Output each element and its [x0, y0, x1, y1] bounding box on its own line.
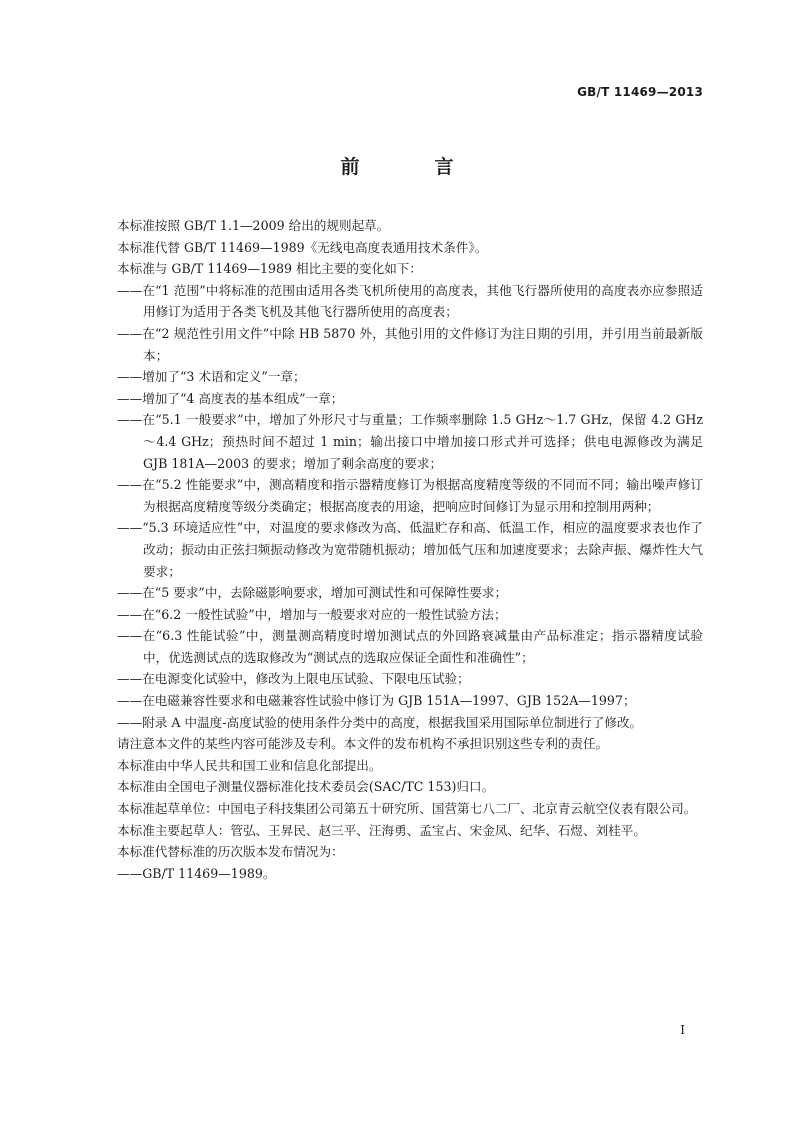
document-body	[91, 215, 703, 884]
change-item: ——在“2 规范性引用文件”中除 HB 5870 外，其他引用的文件修订为注日期的引用，并引用当前最新版本；	[117, 325, 703, 363]
change-item: ——在“1 范围”中将标准的范围由适用各类飞机所使用的高度表，其他飞行器所使用的高度表亦应参照适用修订为适用于各类飞机及其他飞行器所使用的高度表；	[117, 282, 703, 320]
outro-paragraph: 本标准代替标准的历次版本发布情况为：	[117, 844, 344, 860]
intro-paragraph: 本标准代替 GB/T 11469—1989《无线电高度表通用技术条件》。	[117, 239, 488, 255]
change-item: ——在“6.2 一般性试验”中，增加与一般要求对应的一般性试验方法；	[117, 606, 507, 622]
change-item: ——增加了“3 术语和定义”一章；	[117, 369, 306, 385]
outro-paragraph: 本标准主要起草人：管弘、王昇民、赵三平、汪海勇、孟宝占、宋金凤、纪华、石煜、刘桂平。	[117, 822, 646, 838]
change-item: ——在“6.3 性能试验”中，测量测高精度时增加测试点的外回路衰减量由产品标准定；指示器精度试验中，优选测试点的选取修改为“测试点的选取应保证全面性和准确性”；	[117, 628, 703, 665]
standard-number: GB/T 11469—2013	[577, 85, 703, 99]
change-item: ——在“5.2 性能要求”中，测高精度和指示器精度修订为根据高度精度等级的不同而不同；输出噪声修订为根据高度精度等级分类确定；根据高度表的用途，把响应时间修订为显示用和控制用两种；	[117, 477, 703, 514]
outro-paragraph: 本标准由中华人民共和国工业和信息化部提出。	[117, 757, 382, 773]
change-item: ——在电磁兼容性要求和电磁兼容性试验中修订为 GJB 151A—1997、GJB 152A—1997；	[117, 693, 636, 709]
change-item: ——在电源变化试验中，修改为上限电压试验、下限电压试验；	[117, 671, 470, 687]
page-number: I	[680, 1023, 685, 1037]
intro-paragraph: 本标准按照 GB/T 1.1—2009 给出的规则起草。	[117, 218, 390, 233]
change-item: ——附录 A 中温度-高度试验的使用条件分类中的高度，根据我国采用国际单位制进行了修改。	[117, 714, 643, 730]
outro-paragraph: 请注意本文件的某些内容可能涉及专利。本文件的发布机构不承担识别这些专利的责任。	[117, 736, 609, 752]
intro-paragraph: 本标准与 GB/T 11469—1989 相比主要的变化如下：	[117, 261, 422, 277]
change-item: ——增加了“4 高度表的基本组成”一章；	[117, 390, 344, 406]
change-item: ——在“5 要求”中，去除磁影响要求，增加可测试性和可保障性要求；	[117, 585, 508, 601]
change-item: ——“5.3 环境适应性”中，对温度的要求修改为高、低温贮存和高、低温工作，相应的温度要求表也作了改动；振动由正弦扫频振动修改为宽带随机振动；增加低气压和加速度要求；去除声振、爆炸性大气要求；	[117, 520, 703, 579]
outro-paragraph: 本标准起草单位：中国电子科技集团公司第五十研究所、国营第七八二厂、北京青云航空仪表有限公司。	[117, 801, 697, 817]
outro-paragraph: 本标准由全国电子测量仪器标准化技术委员会(SAC/TC 153)归口。	[117, 779, 495, 795]
page-title: 前 言	[340, 156, 482, 178]
change-item: ——在“5.1 一般要求”中，增加了外形尺寸与重量；工作频率删除 1.5 GHz～1.7 GHz，保留 4.2 GHz～4.4 GHz；预热时间不超过 1 min；输出接口中增加接口形式并可选择；供电电源修改为满足 GJB 181A—2003 的要求；增加了剩余高度的要求；	[117, 412, 703, 471]
history-item: ——GB/T 11469—1989。	[117, 865, 276, 881]
